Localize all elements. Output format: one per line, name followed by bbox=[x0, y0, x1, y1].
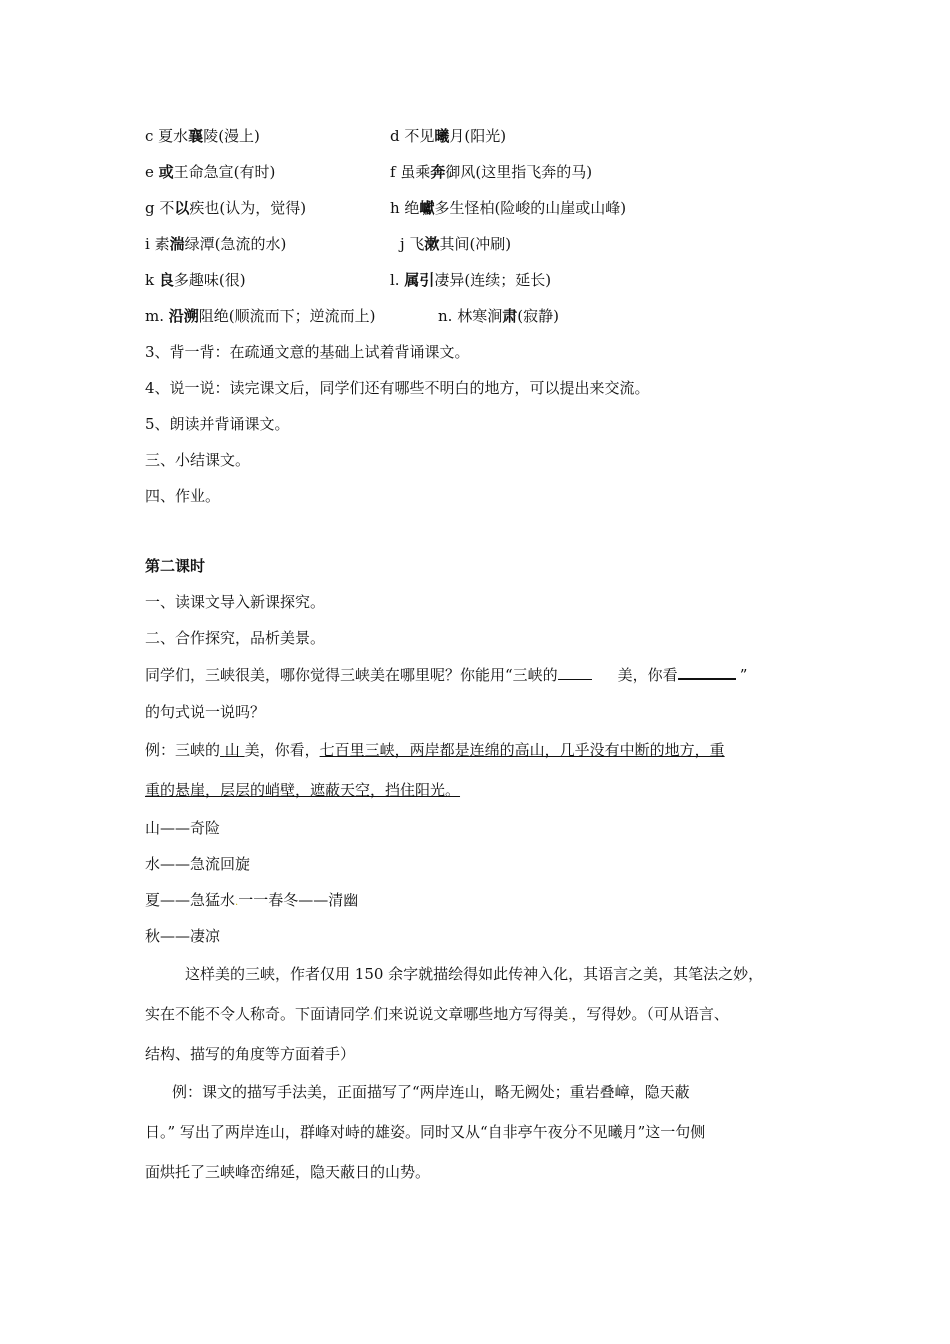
vocab-gloss: 御风(这里指飞奔的马) bbox=[445, 163, 593, 181]
example-blank: 山 bbox=[224, 741, 240, 759]
vocab-keyword: 以 bbox=[174, 199, 190, 217]
vocab-text: i 素 bbox=[145, 235, 170, 253]
paragraph-1-line-1: 这样美的三峡，作者仅用 150 余字就描绘得如此传神入化，其语言之美，其笔法之妙， bbox=[185, 965, 764, 983]
question-text: ” bbox=[739, 666, 748, 684]
example-line-1 bbox=[145, 740, 725, 760]
paragraph-1-line-2 bbox=[145, 1004, 729, 1027]
paragraph-1-line-3: 结构、描写的角度等方面着手） bbox=[145, 1045, 356, 1063]
vocab-text: m. bbox=[145, 307, 169, 325]
vocab-gloss: 疾也(认为，觉得) bbox=[189, 199, 307, 217]
vocab-item-f bbox=[390, 162, 592, 182]
question-text: 同学们，三峡很美，哪你觉得三峡美在哪里呢？你能用“三峡的 bbox=[145, 666, 558, 684]
marker-dot: . bbox=[370, 1011, 374, 1022]
question-text: 美，你看 bbox=[617, 666, 678, 684]
example-underlined: 七百里三峡，两岸都是连绵的高山，几乎没有中断的地方，重 bbox=[319, 741, 725, 759]
vocab-gloss: 多趣味(很) bbox=[173, 271, 246, 289]
paragraph-text: ，写得妙。（可从语言、 bbox=[571, 1005, 729, 1023]
lesson2-part1: 一、读课文导入新课探究。 bbox=[145, 593, 326, 611]
vocab-item-g bbox=[145, 198, 306, 218]
vocab-gloss: 多生怪柏(险峻的山崖或山峰) bbox=[434, 199, 627, 217]
vocab-item-l bbox=[390, 270, 551, 290]
keyword-autumn: 秋——凄凉 bbox=[145, 927, 221, 945]
paragraph-2-line-3: 面烘托了三峡峰峦绵延，隐天蔽日的山势。 bbox=[145, 1163, 431, 1181]
paragraph-2-line-2: 日。” 写出了两岸连山，群峰对峙的雄姿。同时又从“自非亭午夜分不见曦月”这一句侧 bbox=[145, 1123, 706, 1141]
vocab-text: h 绝 bbox=[390, 199, 420, 217]
vocab-keyword: 漱 bbox=[424, 235, 440, 253]
vocab-keyword: 奔 bbox=[430, 163, 446, 181]
vocab-keyword: 沿溯 bbox=[168, 307, 199, 325]
step-read-aloud: 5、朗读并背诵课文。 bbox=[145, 415, 290, 433]
keyword-water: 水——急流回旋 bbox=[145, 855, 251, 873]
keyword-text: 一一春冬——清幽 bbox=[238, 891, 359, 909]
lesson2-part2: 二、合作探究，品析美景。 bbox=[145, 629, 326, 647]
vocab-text: f 虽乘 bbox=[390, 163, 431, 181]
vocab-gloss: 陵(漫上) bbox=[203, 127, 260, 145]
vocab-gloss: 阻绝(顺流而下；逆流而上) bbox=[198, 307, 376, 325]
vocab-gloss: 王命急宣(有时) bbox=[173, 163, 276, 181]
fill-blank bbox=[678, 664, 736, 680]
vocab-keyword: 襄 bbox=[188, 127, 204, 145]
marker-dot: . bbox=[568, 1011, 572, 1022]
step-discuss: 4、说一说：读完课文后，同学们还有哪些不明白的地方，可以提出来交流。 bbox=[145, 379, 650, 397]
vocab-item-c bbox=[145, 126, 260, 146]
vocab-text: k bbox=[145, 271, 159, 289]
vocab-text: c 夏水 bbox=[145, 127, 189, 145]
example-line-2: 重的悬崖，层层的峭壁，遮蔽天空，挡住阳光。 bbox=[145, 781, 461, 799]
example-text: 美，你看， bbox=[244, 741, 320, 759]
section-summary: 三、小结课文。 bbox=[145, 451, 251, 469]
vocab-item-h bbox=[390, 198, 626, 218]
vocab-keyword: 巘 bbox=[419, 199, 435, 217]
paragraph-text: 们来说说文章哪些地方写得美 bbox=[373, 1005, 569, 1023]
vocab-text: l. bbox=[390, 271, 405, 289]
lesson2-heading: 第二课时 bbox=[145, 557, 206, 575]
vocab-item-k bbox=[145, 270, 246, 290]
vocab-keyword: 属引 bbox=[404, 271, 435, 289]
vocab-gloss: 月(阳光) bbox=[449, 127, 507, 145]
vocab-text: d 不见 bbox=[390, 127, 435, 145]
vocab-keyword: 湍 bbox=[169, 235, 185, 253]
question-line bbox=[145, 664, 747, 685]
vocab-item-n bbox=[438, 306, 559, 326]
keyword-summer bbox=[145, 890, 358, 913]
vocab-keyword: 肃 bbox=[502, 307, 518, 325]
example-text: 例：三峡的 bbox=[145, 741, 221, 759]
vocab-item-d bbox=[390, 126, 506, 146]
marker-dot: . bbox=[235, 897, 239, 908]
keyword-mountain: 山——奇险 bbox=[145, 819, 221, 837]
paragraph-2-line-1: 例：课文的描写手法美，正面描写了“两岸连山，略无阙处；重岩叠嶂，隐天蔽 bbox=[172, 1083, 690, 1101]
keyword-text: 夏——急猛水 bbox=[145, 891, 236, 909]
vocab-gloss: 绿潭(急流的水) bbox=[184, 235, 287, 253]
vocab-item-j bbox=[400, 234, 511, 254]
fill-blank bbox=[558, 665, 592, 680]
vocab-text: j 飞 bbox=[400, 235, 425, 253]
vocab-item-e bbox=[145, 162, 275, 182]
vocab-text: g 不 bbox=[145, 199, 175, 217]
vocab-gloss: 凄异(连续；延长) bbox=[434, 271, 552, 289]
step-recite: 3、背一背：在疏通文意的基础上试着背诵课文。 bbox=[145, 343, 470, 361]
vocab-item-i bbox=[145, 234, 286, 254]
vocab-gloss: 其间(冲刷) bbox=[439, 235, 512, 253]
vocab-text: e bbox=[145, 163, 159, 181]
vocab-gloss: (寂静) bbox=[517, 307, 559, 325]
question-line-2: 的句式说一说吗？ bbox=[145, 703, 266, 721]
vocab-keyword: 良 bbox=[158, 271, 174, 289]
vocab-keyword: 曦 bbox=[434, 127, 450, 145]
paragraph-text: 实在不能不令人称奇。下面请同学 bbox=[145, 1005, 371, 1023]
section-homework: 四、作业。 bbox=[145, 487, 221, 505]
vocab-text: n. 林寒涧 bbox=[438, 307, 503, 325]
vocab-item-m bbox=[145, 306, 376, 326]
vocab-keyword: 或 bbox=[158, 163, 174, 181]
